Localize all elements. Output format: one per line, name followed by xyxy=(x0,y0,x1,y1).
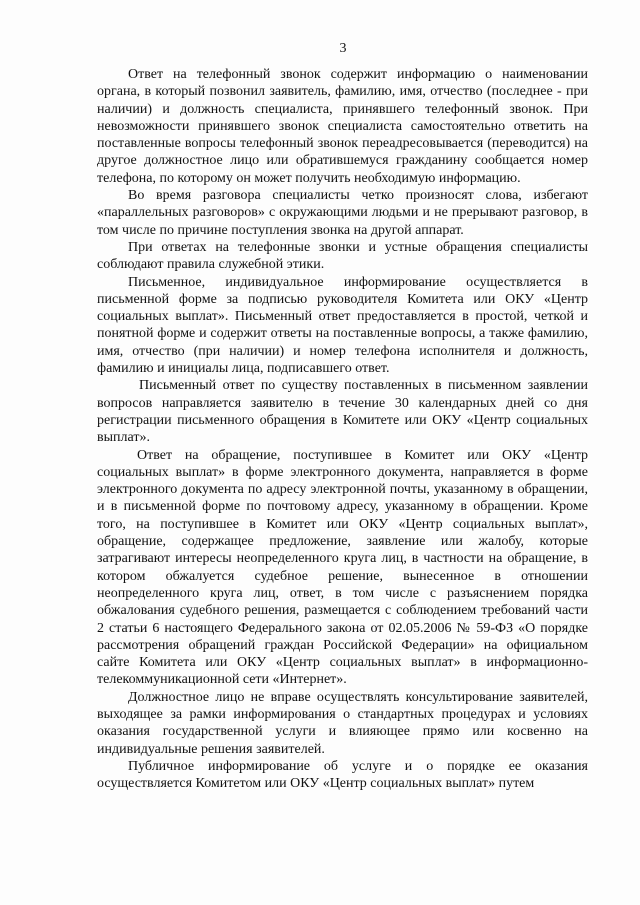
paragraph-service-ethics: При ответах на телефонные звонки и устные обращения специалисты соблюдают правила служебной этики. xyxy=(97,239,588,273)
paragraph-phone-answer: Ответ на телефонный звонок содержит информацию о наименовании органа, в который позвонил заявитель, фамилию, имя, отчество (последнее - при наличии) и должность специалиста, принявшего телефонный звонок. При невозможности принявшего звонок специалиста самостоятельно ответить на поставленные вопросы телефонный звонок переадресовывается (переводится) на другое должностное лицо или обратившемуся гражданину сообщается номер телефона, по которому он может получить необходимую информацию. xyxy=(97,67,588,186)
page-number: 3 xyxy=(339,41,347,56)
paragraph-public-informing: Публичное информирование об услуге и о порядке ее оказания осуществляется Комитетом или ОКУ «Центр социальных выплат» путем xyxy=(97,758,588,792)
paragraph-written-informing: Письменное, индивидуальное информирование осуществляется в письменной форме за подписью руководителя Комитета или ОКУ «Центр социальных выплат». Письменный ответ предоставляется в простой, четкой и понятной форме и содержит ответы на поставленные вопросы, а также фамилию, имя, отчество (при наличии) и номер телефона исполнителя и должность, фамилию и инициалы лица, подписавшего ответ. xyxy=(97,274,588,377)
paragraph-written-answer-deadline: Письменный ответ по существу поставленных в письменном заявлении вопросов направляется заявителю в течение 30 календарных дней со дня регистрации письменного обращения в Комитете или ОКУ «Центр социальных выплат». xyxy=(97,378,588,446)
paragraph-electronic-answer: Ответ на обращение, поступившее в Комитет или ОКУ «Центр социальных выплат» в форме электронного документа, направляется в форме электронного документа по адресу электронной почты, указанному в обращении, и в письменной форме по почтовому адресу, указанному в обращении. Кроме того, на поступившее в Комитет или ОКУ «Центр социальных выплат», обращение, содержащее предложение, заявление или жалобу, которые затрагивают интересы неопределенного круга лиц, в частности на обращение, в котором обжалуется судебное решение, вынесенное в отношении неопределенного круга лиц, ответ, в том числе с разъяснением порядка обжалования судебного решения, размещается с соблюдением требований части 2 статьи 6 настоящего Федерального закона от 02.05.2006 № 59-ФЗ «О порядке рассмотрения обращений граждан Российской Федерации» на официальном сайте Комитета или ОКУ «Центр социальных выплат» в информационно-телекоммуникационной сети «Интернет». xyxy=(97,447,588,688)
document-body xyxy=(97,66,588,792)
paragraph-consulting-limits: Должностное лицо не вправе осуществлять консультирование заявителей, выходящее за рамки информирования о стандартных процедурах и условиях оказания государственной услуги и влияющее прямо или косвенно на индивидуальные решения заявителей. xyxy=(97,689,588,757)
paragraph-conversation-rules: Во время разговора специалисты четко произносят слова, избегают «параллельных разговоров» с окружающими людьми и не прерывают разговор, в том числе по причине поступления звонка на другой аппарат. xyxy=(97,188,588,238)
